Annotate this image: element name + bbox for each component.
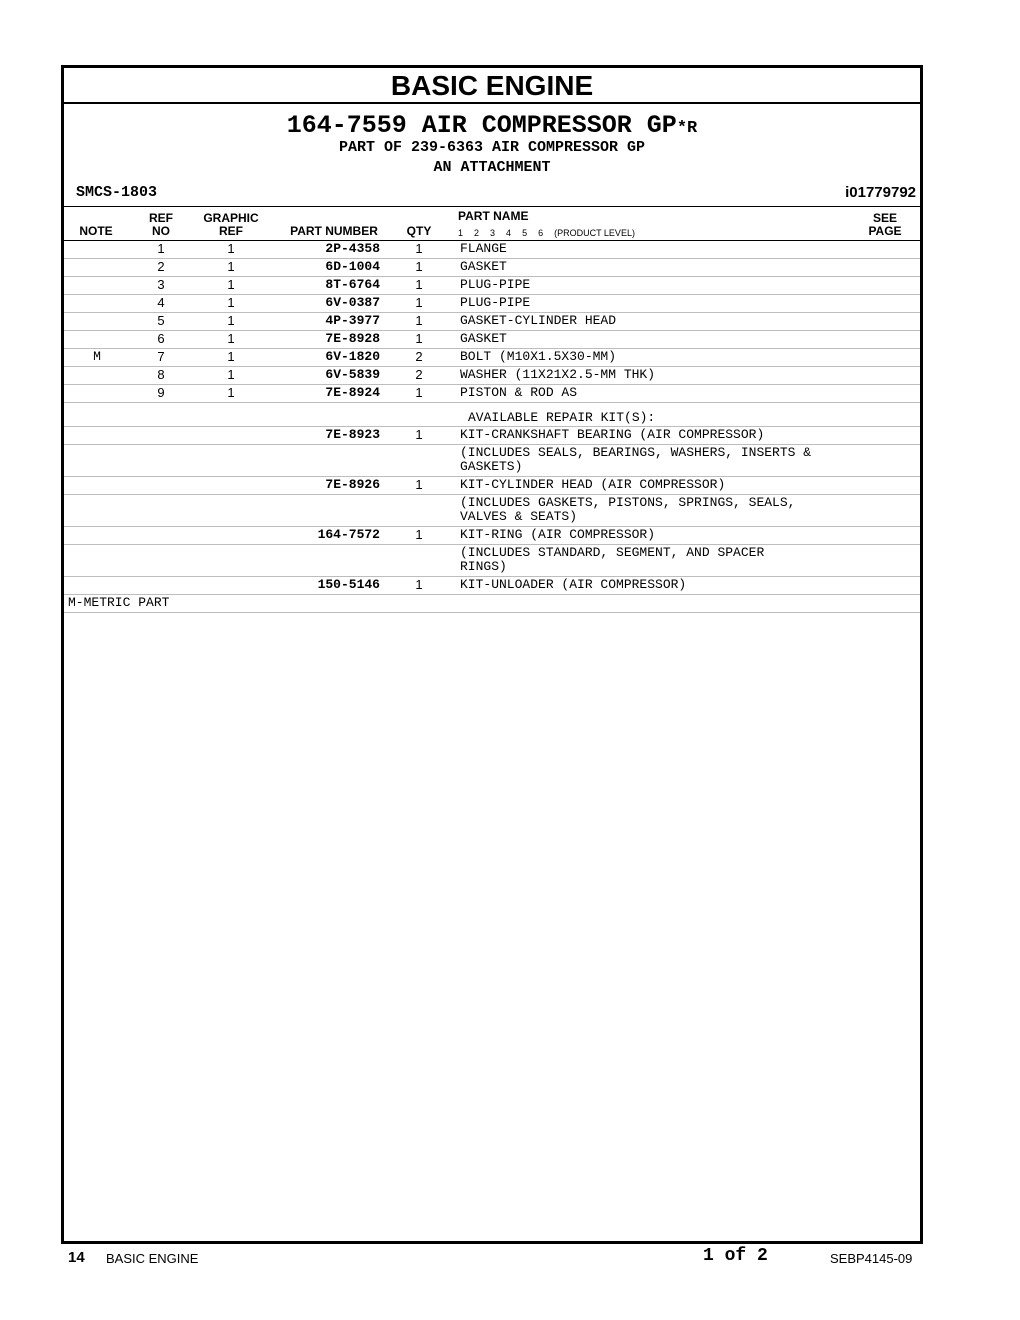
table-row [64, 240, 920, 259]
table-row [64, 349, 920, 367]
graphic-ref-cell: 1 [227, 349, 235, 364]
kit-part-number: 150-5146 [317, 577, 380, 592]
graphic-ref-cell: 1 [227, 331, 235, 346]
level-4: 4 [506, 228, 512, 238]
kit-description-line: RINGS) [460, 559, 507, 574]
section-title: BASIC ENGINE [64, 68, 920, 104]
qty-cell: 1 [415, 295, 423, 310]
table-row [64, 259, 920, 277]
part-name-cell: PLUG-PIPE [460, 277, 531, 292]
table-row [64, 367, 920, 385]
ref-cell: 6 [157, 331, 165, 346]
product-levels [458, 228, 646, 238]
kit-name: KIT-CRANKSHAFT BEARING (AIR COMPRESSOR) [460, 427, 765, 442]
ref-cell: 8 [157, 367, 165, 382]
part-number-cell: 6V-5839 [325, 367, 380, 382]
group-title-suffix: *R [676, 119, 698, 138]
graphic-ref-cell: 1 [227, 295, 235, 310]
part-name-cell: GASKET-CYLINDER HEAD [460, 313, 617, 328]
part-name-cell: WASHER (11X21X2.5-MM THK) [460, 367, 656, 382]
kit-description-line: (INCLUDES SEALS, BEARINGS, WASHERS, INSERTS & [460, 445, 812, 460]
footer-page-of: 1 of 2 [703, 1246, 768, 1266]
footer-doc-id: SEBP4145-09 [830, 1251, 913, 1266]
kit-qty: 1 [415, 577, 423, 592]
smcs-code: SMCS-1803 [76, 184, 158, 201]
kit-row [64, 527, 920, 545]
part-name-cell: GASKET [460, 259, 507, 274]
part-number-cell: 7E-8928 [325, 331, 380, 346]
header-ref-bottom: NO [152, 224, 170, 238]
ref-cell: 9 [157, 385, 165, 400]
kit-description-line: VALVES & SEATS) [460, 509, 578, 524]
ref-cell: 2 [157, 259, 165, 274]
kits-heading: AVAILABLE REPAIR KIT(S): [468, 410, 656, 425]
part-number-cell: 2P-4358 [325, 241, 380, 256]
part-name-cell: BOLT (M10X1.5X30-MM) [460, 349, 617, 364]
header-see-top: SEE [872, 211, 897, 225]
kit-description-row [64, 545, 920, 577]
footer-page-number: 14 [68, 1249, 85, 1266]
kit-qty: 1 [415, 477, 423, 492]
ref-cell: 1 [157, 241, 165, 256]
part-name-cell: GASKET [460, 331, 507, 346]
part-name-cell: PLUG-PIPE [460, 295, 531, 310]
levels-label: (PRODUCT LEVEL) [554, 228, 635, 238]
level-6: 6 [538, 228, 544, 238]
part-number-cell: 6V-0387 [325, 295, 380, 310]
graphic-ref-cell: 1 [227, 241, 235, 256]
kit-name: KIT-UNLOADER (AIR COMPRESSOR) [460, 577, 687, 592]
part-number-cell: 6D-1004 [325, 259, 380, 274]
metric-footnote: M-METRIC PART [68, 595, 170, 610]
part-name-cell: FLANGE [460, 241, 507, 256]
graphic-ref-cell: 1 [227, 367, 235, 382]
kit-description-line: GASKETS) [460, 459, 523, 474]
table-row [64, 277, 920, 295]
part-number-cell: 6V-1820 [325, 349, 380, 364]
qty-cell: 2 [415, 349, 423, 364]
ref-cell: 4 [157, 295, 165, 310]
graphic-ref-cell: 1 [227, 385, 235, 400]
part-of-line: PART OF 239-6363 AIR COMPRESSOR GP [338, 139, 646, 156]
header-see-page [864, 212, 906, 238]
ref-cell: 7 [157, 349, 165, 364]
part-number-cell: 7E-8924 [325, 385, 380, 400]
kit-part-number: 7E-8923 [325, 427, 380, 442]
footer-section: BASIC ENGINE [106, 1251, 199, 1266]
part-number-cell: 8T-6764 [325, 277, 380, 292]
kit-description-row [64, 445, 920, 477]
kit-description [460, 496, 880, 524]
qty-cell: 1 [415, 277, 423, 292]
attachment-line: AN ATTACHMENT [433, 159, 551, 176]
kit-row [64, 477, 920, 495]
parts-table [64, 240, 920, 613]
graphic-ref-cell: 1 [227, 259, 235, 274]
table-row [64, 313, 920, 331]
note-cell: M [93, 349, 101, 364]
group-title-text: 164-7559 AIR COMPRESSOR GP [286, 111, 677, 140]
kits-heading-row [64, 403, 920, 427]
graphic-ref-cell: 1 [227, 313, 235, 328]
level-1: 1 [458, 228, 464, 238]
header-graphic-ref [198, 212, 264, 238]
illustration-id: i01779792 [845, 184, 916, 201]
kit-row [64, 577, 920, 595]
table-row [64, 295, 920, 313]
kit-description-line: (INCLUDES GASKETS, PISTONS, SPRINGS, SEALS, [460, 495, 796, 510]
qty-cell: 1 [415, 385, 423, 400]
kit-part-number: 164-7572 [317, 527, 380, 542]
kit-description-row [64, 495, 920, 527]
header-part-name: PART NAME [458, 209, 529, 223]
qty-cell: 1 [415, 241, 423, 256]
kit-name: KIT-CYLINDER HEAD (AIR COMPRESSOR) [460, 477, 726, 492]
header-note: NOTE [79, 224, 113, 238]
header-ref-top: REF [149, 211, 173, 225]
table-row [64, 385, 920, 403]
ref-cell: 3 [157, 277, 165, 292]
header-see-bottom: PAGE [868, 224, 902, 238]
header-ref-no [144, 212, 178, 238]
header-graphic-top: GRAPHIC [203, 211, 259, 225]
kit-qty: 1 [415, 527, 423, 542]
header-part-number: PART NUMBER [290, 224, 378, 238]
qty-cell: 1 [415, 259, 423, 274]
graphic-ref-cell: 1 [227, 277, 235, 292]
qty-cell: 1 [415, 313, 423, 328]
level-5: 5 [522, 228, 528, 238]
level-3: 3 [490, 228, 496, 238]
header-divider [64, 206, 920, 207]
part-number-cell: 4P-3977 [325, 313, 380, 328]
part-name-cell: PISTON & ROD AS [460, 385, 578, 400]
qty-cell: 1 [415, 331, 423, 346]
kit-description [460, 446, 880, 474]
header-graphic-bottom: REF [219, 224, 243, 238]
table-row [64, 331, 920, 349]
header-qty: QTY [406, 224, 432, 238]
qty-cell: 2 [415, 367, 423, 382]
page-frame [61, 65, 923, 1244]
ref-cell: 5 [157, 313, 165, 328]
kit-qty: 1 [415, 427, 423, 442]
footnote-row [64, 595, 920, 613]
kit-description-line: (INCLUDES STANDARD, SEGMENT, AND SPACER [460, 545, 765, 560]
kit-row [64, 427, 920, 445]
kit-name: KIT-RING (AIR COMPRESSOR) [460, 527, 656, 542]
level-2: 2 [474, 228, 480, 238]
kit-part-number: 7E-8926 [325, 477, 380, 492]
kit-description [460, 546, 880, 574]
